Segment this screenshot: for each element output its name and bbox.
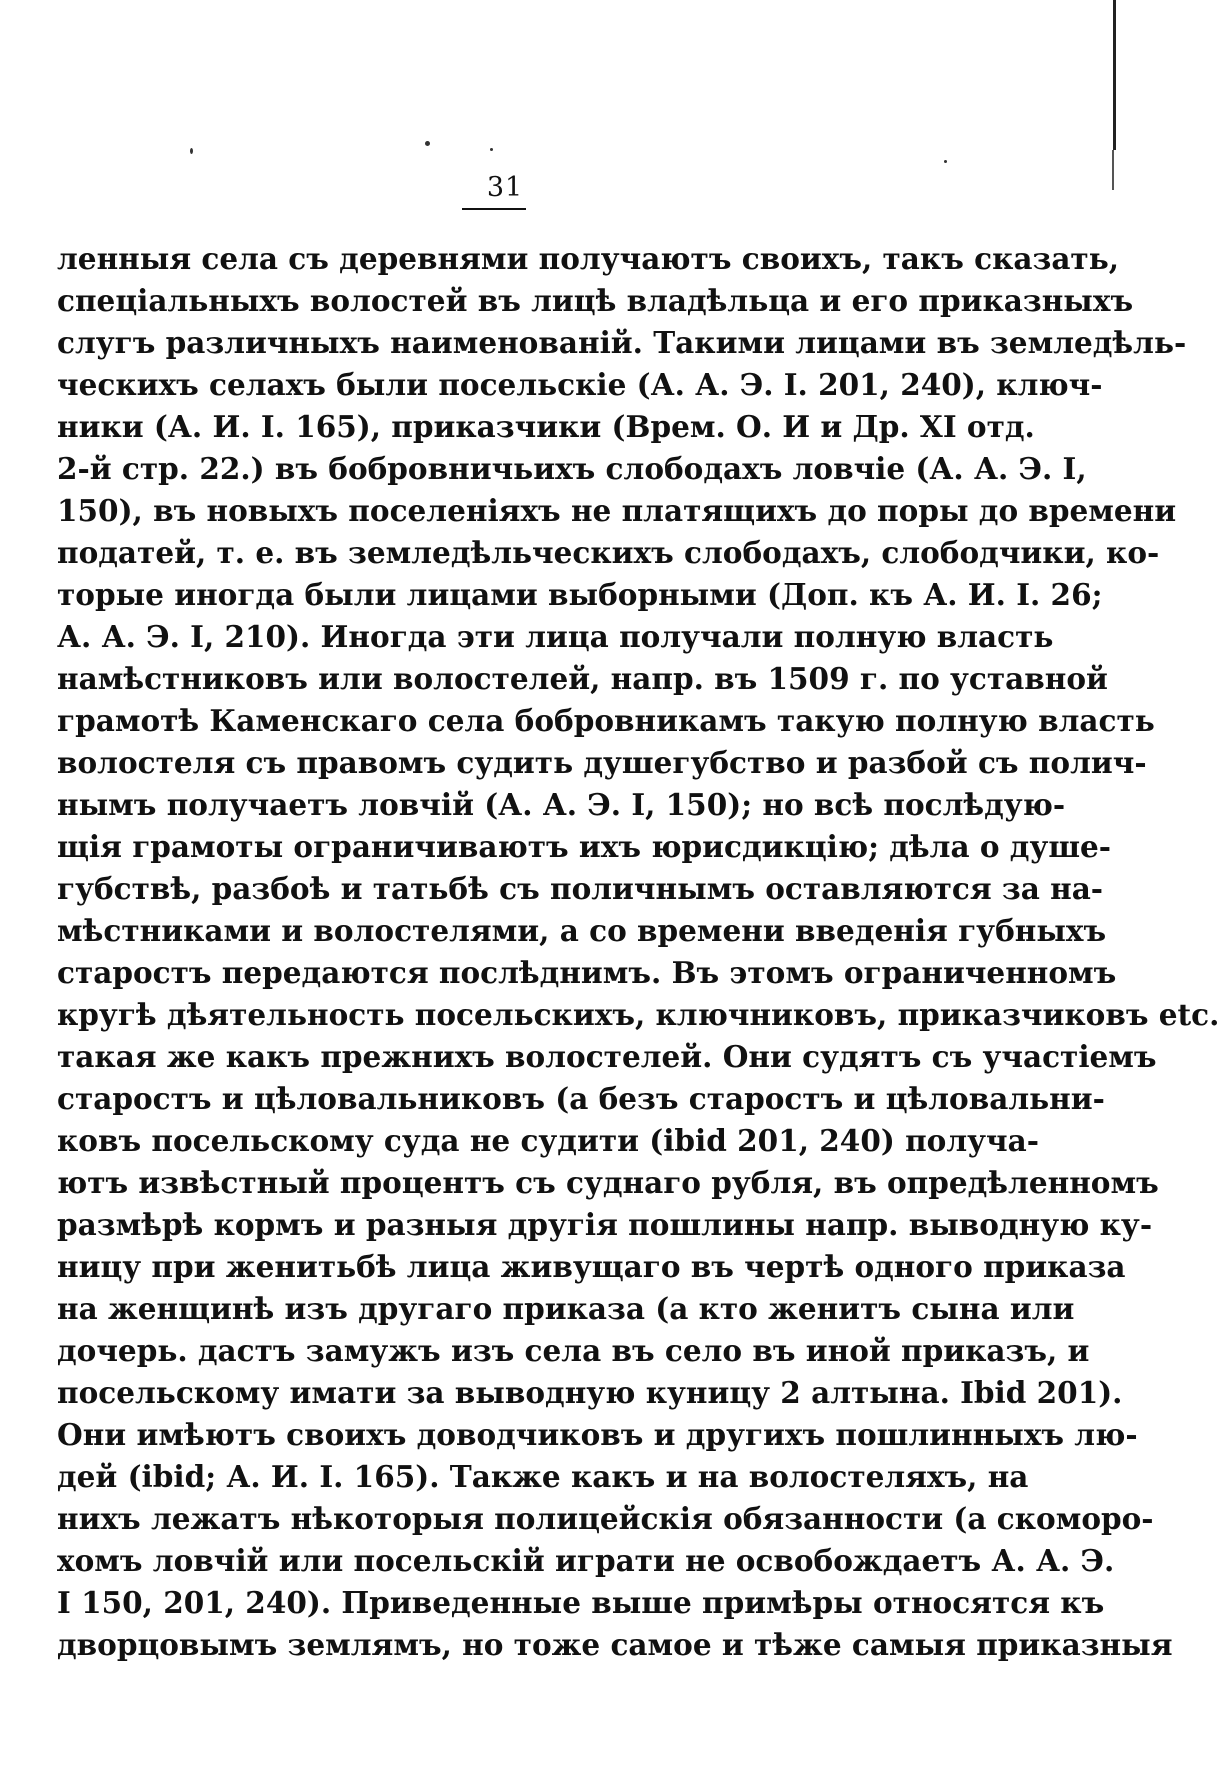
text-line: на женщинѣ изъ другаго приказа (а кто женитъ сына или (57, 1291, 1075, 1326)
text-line: торые иногда были лицами выборными (Доп. къ А. И. I. 26; (57, 577, 1103, 612)
speck (490, 148, 493, 151)
page-edge-line (1113, 0, 1116, 150)
text-line: нихъ лежатъ нѣкоторыя полицейскія обязанности (а скоморо- (57, 1501, 1154, 1536)
text-line: А. А. Э. I, 210). Иногда эти лица получали полную власть (57, 619, 1054, 654)
text-line: ческихъ селахъ были посельскіе (А. А. Э. I. 201, 240), ключ- (57, 367, 1103, 402)
text-line: ютъ извѣстный процентъ съ суднаго рубля, въ опредѣленномъ (57, 1165, 1159, 1200)
text-line: дочерь. дастъ замужъ изъ села въ село въ иной приказъ, и (57, 1333, 1090, 1368)
text-line: кругѣ дѣятельность посельскихъ, ключниковъ, приказчиковъ etc. (57, 997, 1219, 1032)
text-line: дей (ibid; А. И. I. 165). Также какъ и на волостеляхъ, на (57, 1459, 1029, 1494)
text-line: намѣстниковъ или волостелей, напр. въ 1509 г. по уставной (57, 661, 1108, 696)
text-line: нымъ получаетъ ловчій (А. А. Э. I, 150); но всѣ послѣдую- (57, 787, 1066, 822)
text-line: щія грамоты ограничиваютъ ихъ юрисдикцію; дѣла о душе- (57, 829, 1112, 864)
text-line: размѣрѣ кормъ и разныя другія пошлины напр. выводную ку- (57, 1207, 1153, 1242)
text-line: податей, т. е. въ земледѣльческихъ слободахъ, слободчики, ко- (57, 535, 1160, 570)
text-line: посельскому имати за выводную куницу 2 алтына. Ibid 201). (57, 1375, 1123, 1410)
text-line: 150), въ новыхъ поселеніяхъ не платящихъ до поры до времени (57, 493, 1177, 528)
text-line: старостъ и цѣловальниковъ (а безъ старостъ и цѣловальни- (57, 1081, 1105, 1116)
text-line: грамотѣ Каменскаго села бобровникамъ такую полную власть (57, 703, 1155, 738)
page-edge-line-lower (1112, 150, 1114, 190)
text-line: губствѣ, разбоѣ и татьбѣ съ поличнымъ оставляются за на- (57, 871, 1104, 906)
page-number: 31 (486, 172, 524, 203)
body-text (57, 238, 1219, 1666)
text-line: Они имѣютъ своихъ доводчиковъ и другихъ пошлинныхъ лю- (57, 1417, 1138, 1452)
text-line: I 150, 201, 240). Приведенные выше примѣры относятся къ (57, 1585, 1105, 1620)
text-line: ницу при женитьбѣ лица живущаго въ чертѣ одного приказа (57, 1249, 1126, 1284)
speck (944, 160, 947, 163)
text-line: ники (А. И. I. 165), приказчики (Врем. О. И и Др. XI отд. (57, 409, 1035, 444)
text-line: старостъ передаются послѣднимъ. Въ этомъ ограниченномъ (57, 955, 1117, 990)
page-number-rule (462, 208, 526, 210)
text-line: ковъ посельскому суда не судити (ibid 201, 240) получа- (57, 1123, 1039, 1158)
speck (425, 141, 430, 146)
text-line: такая же какъ прежнихъ волостелей. Они судятъ съ участіемъ (57, 1039, 1157, 1074)
text-line: слугъ различныхъ наименованій. Такими лицами въ земледѣль- (57, 325, 1187, 360)
speck (190, 148, 193, 154)
text-line: волостеля съ правомъ судить душегубство и разбой съ полич- (57, 745, 1147, 780)
text-line: хомъ ловчій или посельскій играти не освобождаетъ А. А. Э. (57, 1543, 1115, 1578)
text-line: спеціальныхъ волостей въ лицѣ владѣльца и его приказныхъ (57, 283, 1134, 318)
text-line: мѣстниками и волостелями, а со времени введенія губныхъ (57, 913, 1107, 948)
text-line: 2-й стр. 22.) въ бобровничьихъ слободахъ ловчіе (А. А. Э. I, (57, 451, 1087, 486)
text-line: ленныя села съ деревнями получаютъ своихъ, такъ сказать, (57, 241, 1119, 276)
text-line: дворцовымъ землямъ, но тоже самое и тѣже самыя приказныя (57, 1627, 1173, 1662)
